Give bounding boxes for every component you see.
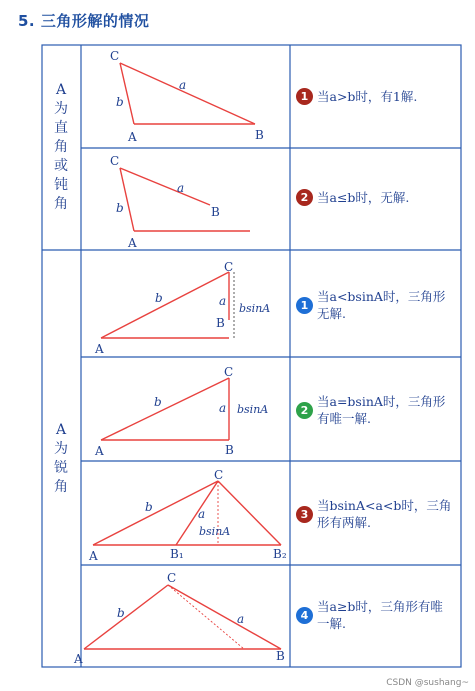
diagram-1 — [120, 63, 255, 124]
label-h3: bsinA — [239, 302, 271, 315]
label-A1: A — [128, 130, 137, 144]
label-A3: A — [95, 342, 104, 356]
label-B2-5: B₂ — [273, 547, 287, 561]
badge-6: 4 — [296, 607, 313, 624]
label-A6: A — [74, 652, 83, 666]
page-title: 5. 三角形解的情况 — [18, 12, 150, 30]
label-A4: A — [95, 444, 104, 458]
label-b6: b — [117, 606, 125, 620]
label-B3: B — [216, 316, 225, 330]
label-C2: C — [110, 154, 120, 168]
label-C4: C — [224, 365, 234, 379]
label-b4: b — [154, 395, 162, 409]
label-h4: bsinA — [237, 403, 269, 416]
badge-2: 2 — [296, 189, 313, 206]
label-a3: a — [219, 294, 227, 308]
diagram-5 — [93, 481, 281, 545]
answer-row-2: 2 当a≤b时，无解. — [296, 189, 456, 206]
diagram-3 — [101, 272, 229, 338]
label-C6: C — [167, 571, 177, 585]
badge-5: 3 — [296, 506, 313, 523]
label-A5: A — [89, 549, 98, 563]
label-a5: a — [198, 507, 206, 521]
answer-row-3: 1 当a<bsinA时，三角形无解. — [296, 288, 446, 322]
label-b3: b — [155, 291, 163, 305]
label-a1: a — [179, 78, 187, 92]
label-a6: a — [237, 612, 245, 626]
badge-3: 1 — [296, 297, 313, 314]
footer-watermark: CSDN @sushang~ — [386, 678, 469, 688]
label-B2: B — [211, 205, 220, 219]
badge-4: 2 — [296, 402, 313, 419]
label-C1: C — [110, 49, 120, 63]
label-B6: B — [276, 649, 285, 663]
diagram-6 — [84, 585, 281, 649]
answer-row-6: 4 当a≥b时，三角形有唯一解. — [296, 598, 446, 632]
label-b5: b — [145, 500, 153, 514]
answer-row-1: 1 当a>b时，有1解. — [296, 88, 456, 105]
label-b2: b — [116, 201, 124, 215]
label-B1-5: B₁ — [170, 547, 184, 561]
label-b1: b — [116, 95, 124, 109]
group-label-obtuse: A为直角或钝角 — [54, 82, 68, 212]
label-h5: bsinA — [199, 525, 231, 538]
diagram-4 — [101, 378, 229, 440]
label-A2: A — [128, 236, 137, 250]
label-C3: C — [224, 260, 234, 274]
answer-row-4: 2 当a=bsinA时，三角形有唯一解. — [296, 393, 446, 427]
label-B1: B — [255, 128, 264, 142]
diagram-2 — [120, 168, 250, 231]
label-a2: a — [177, 181, 185, 195]
label-a4: a — [219, 401, 227, 415]
label-B4: B — [225, 443, 234, 457]
answer-row-5: 3 当bsinA<a<b时，三角形有两解. — [296, 497, 458, 531]
group-label-acute: A为锐角 — [54, 421, 68, 495]
label-C5: C — [214, 468, 224, 482]
badge-1: 1 — [296, 88, 313, 105]
